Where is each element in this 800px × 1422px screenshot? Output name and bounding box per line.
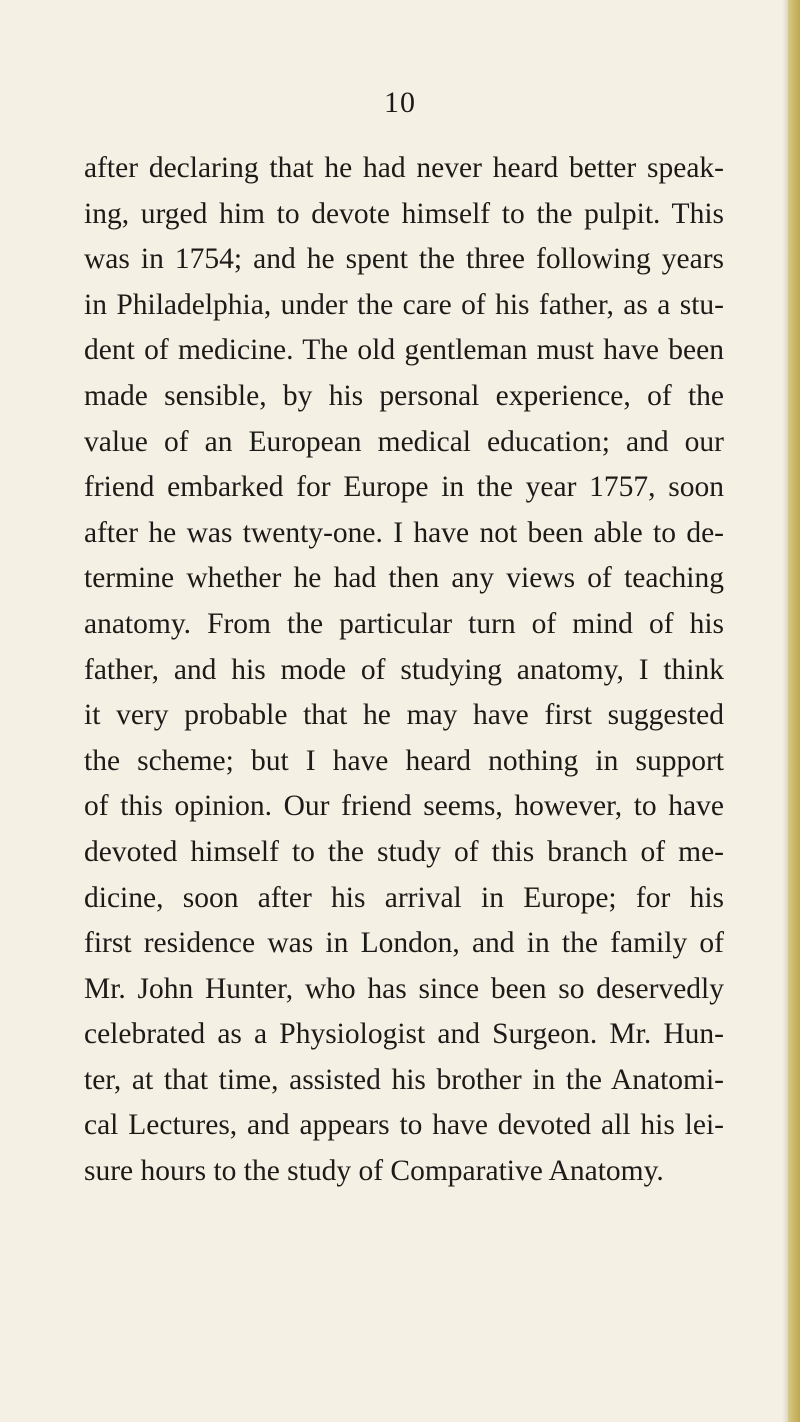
text-line: celebrated as a Physiologist and Surgeon. Mr. Hun- bbox=[84, 1018, 724, 1051]
text-line: friend embarked for Europe in the year 1757, soon bbox=[84, 471, 724, 504]
text-line: in Philadelphia, under the care of his father, as a stu- bbox=[84, 288, 724, 321]
text-line: dent of medicine. The old gentleman must have been bbox=[84, 334, 724, 367]
text-line: cal Lectures, and appears to have devoted all his lei- bbox=[84, 1109, 724, 1142]
text-line: father, and his mode of studying anatomy, I think bbox=[84, 653, 724, 686]
text-line: after he was twenty-one. I have not been able to de- bbox=[84, 516, 724, 549]
page-edge-strip bbox=[788, 0, 800, 1422]
text-line: made sensible, by his personal experience, of the bbox=[84, 379, 724, 412]
text-line: after declaring that he had never heard better speak- bbox=[84, 152, 724, 184]
text-line: sure hours to the study of Comparative Anatomy. bbox=[84, 1155, 664, 1188]
text-line: value of an European medical education; and our bbox=[84, 425, 724, 458]
text-line: the scheme; but I have heard nothing in support bbox=[84, 744, 724, 777]
text-line: anatomy. From the particular turn of mind of his bbox=[84, 607, 724, 640]
page-number: 10 bbox=[384, 86, 416, 119]
text-line: termine whether he had then any views of teaching bbox=[84, 562, 724, 595]
text-line: ter, at that time, assisted his brother in the Anatomi- bbox=[84, 1063, 724, 1096]
text-line: of this opinion. Our friend seems, however, to have bbox=[84, 790, 724, 823]
text-line: devoted himself to the study of this branch of me- bbox=[84, 835, 724, 868]
text-line: ing, urged him to devote himself to the pulpit. This bbox=[84, 197, 724, 230]
text-line: first residence was in London, and in the family of bbox=[84, 927, 724, 960]
text-line: Mr. John Hunter, who has since been so deservedly bbox=[84, 972, 724, 1005]
text-line: dicine, soon after his arrival in Europe; for his bbox=[84, 881, 724, 914]
text-line: it very probable that he may have first suggested bbox=[84, 699, 724, 732]
body-text bbox=[84, 146, 724, 1195]
text-line: was in 1754; and he spent the three following years bbox=[84, 243, 724, 276]
